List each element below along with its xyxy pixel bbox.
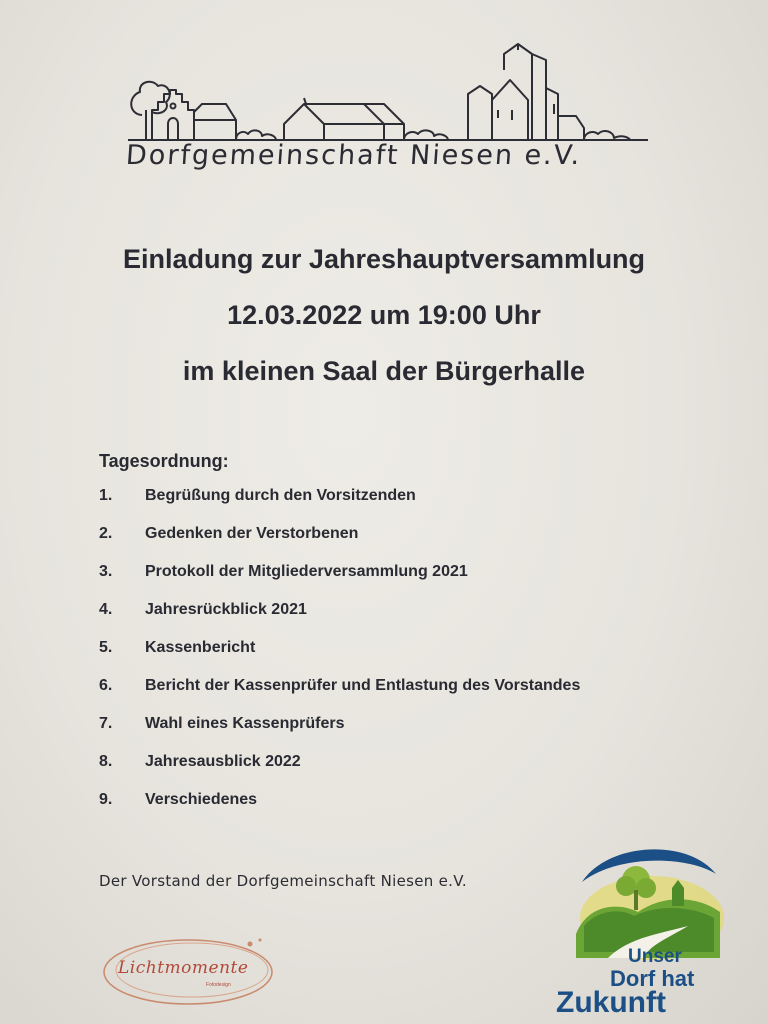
agenda-title: Tagesordnung: [99,451,229,471]
agenda-item-number: 9. [99,791,113,808]
board-signature: Der Vorstand der Dorfgemeinschaft Niesen e.V. [99,872,467,890]
agenda-item-number: 6. [99,677,113,694]
village-skyline-logo [118,40,658,150]
agenda-item-text: Wahl eines Kassenprüfers [145,715,345,732]
agenda-item-text: Protokoll der Mitgliederversammlung 2021 [145,563,468,580]
agenda-item-number: 5. [99,639,113,656]
invitation-location: im kleinen Saal der Bürgerhalle [182,356,586,386]
agenda-item-number: 2. [99,525,113,542]
agenda-item-number: 7. [99,715,113,732]
invitation-title: Einladung zur Jahreshauptversammlung [122,244,646,274]
agenda-item-text: Begrüßung durch den Vorsitzenden [145,487,416,504]
unser-dorf-hat-zukunft-logo [568,842,728,962]
lichtmomente-logo-text: Lichtmomente [118,958,249,978]
agenda-item-text: Verschiedenes [145,791,258,808]
agenda-item-text: Jahresausblick 2022 [145,753,301,770]
agenda-item-number: 3. [99,563,113,580]
campaign-logo-line1: Unser [628,946,682,967]
campaign-logo-line2: Dorf hat [610,966,695,991]
agenda-item-text: Gedenken der Verstorbenen [145,525,359,542]
invitation-datetime: 12.03.2022 um 19:00 Uhr [227,300,541,330]
agenda-item-number: 4. [99,601,113,618]
organization-name: Dorfgemeinschaft Niesen e.V. [124,140,583,171]
agenda-item-text: Kassenbericht [145,639,256,656]
agenda-item-number: 8. [99,753,113,770]
agenda-item-number: 1. [99,487,113,504]
campaign-logo-line3: Zukunft [556,986,666,1019]
lichtmomente-logo-subtext: Fotodesign [206,982,231,988]
agenda-item-text: Bericht der Kassenprüfer und Entlastung des Vorstandes [145,677,581,694]
agenda-item-text: Jahresrückblick 2021 [145,601,307,618]
